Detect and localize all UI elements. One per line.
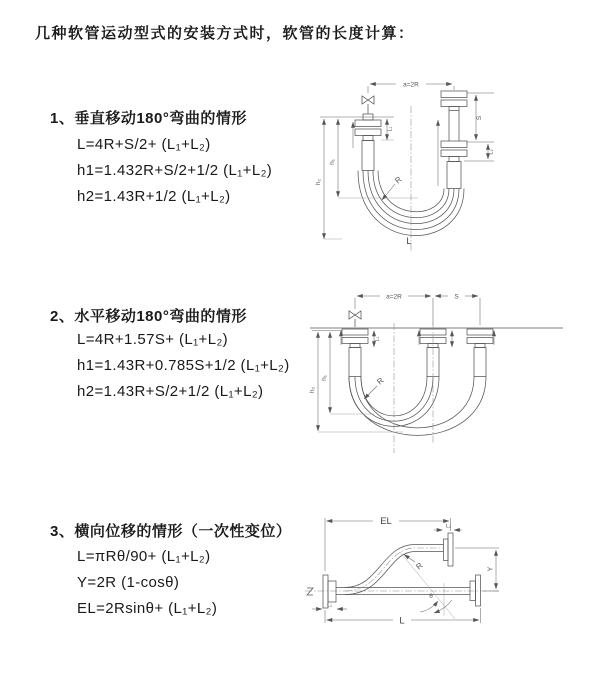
d3-right-flange [470,575,481,606]
d2-dimension-l1 [374,331,452,348]
section1-heading: 1、垂直移动180°弯曲的情形 [50,110,247,127]
d1-label-a2r: a=2R [403,81,419,89]
d2-label-r: R [375,375,386,387]
d1-radius-callout [382,175,404,200]
d3-dimension-y [455,548,499,591]
d1-left-pipe [355,114,381,171]
d2-valve-icon [349,311,361,327]
d2-left-pipe [342,329,368,377]
d3-label-l: L [399,615,405,627]
d1-label-h1: h₁ [329,159,336,165]
d2-right-hose-braid [474,348,486,377]
d1-dimension-l2 [464,144,495,161]
d2-u-bend-position2 [349,377,486,436]
d2-dim-extensions [355,298,480,325]
d2-dimension-a2r [357,294,431,301]
section2-formula-h2: h2=1.43R+S/2+1/2 (L₁+L₂) [77,383,264,400]
d1-right-pipe [441,91,467,189]
d3-radius-callout [404,555,425,572]
d2-right-pipe [467,329,493,377]
section1-formula-h2: h2=1.43R+1/2 (L₁+L₂) [77,188,231,205]
section3-formula-el: EL=2Rsinθ+ (L₁+L₂) [77,600,218,617]
d1-label-r: R [393,174,404,186]
diagram-horizontal-180-bend [308,283,598,463]
d3-dimension-el [325,516,451,571]
d1-left-hose-braid [362,141,374,171]
d1-label-l2: L₂ [488,149,495,155]
section2-formula-h1: h1=1.43R+0.785S+1/2 (L₁+L₂) [77,357,290,374]
d1-valve-icon [362,96,374,114]
d1-label-l: L [406,236,412,247]
d3-label-l1: L₁ [327,602,332,609]
d2-label-l1: L₁ [374,336,381,342]
d2-dimension-h1 [312,331,374,415]
d2-radius-callout [364,376,386,399]
section2-formula-l: L=4R+1.57S+ (L₁+L₂) [77,331,229,348]
d3-upper-flange [444,533,454,566]
diagram-lateral-displacement [303,505,600,650]
d3-dimension-l [325,608,481,627]
d1-label-l1: L₁ [387,126,394,132]
d3-break-mark [307,588,313,595]
section3-formula-l: L=πRθ/90+ (L₁+L₂) [77,548,211,565]
d1-right-hose-braid [447,162,461,189]
d2-label-h1: h₁ [321,375,328,381]
d3-label-theta: θ [429,593,433,600]
d2-label-a2r: a=2R [386,293,402,301]
d3-label-el: EL [380,516,392,527]
d1-dimension-s [467,93,494,142]
d1-label-s: S [476,115,483,121]
d2-dimension-s [435,294,478,301]
d2-label-s: S [454,293,459,301]
d3-dimension-l1 [312,603,347,610]
d1-label-h2: h₂ [315,178,322,186]
d2-left-hose-braid [349,348,361,377]
d3-dimension-l2 [434,524,462,531]
d2-dimension-h2 [309,332,403,432]
diagram-vertical-180-bend [312,70,594,262]
d3-label-y: Y [487,566,495,572]
d3-label-l2: L₂ [445,523,452,530]
page-title: 几种软管运动型式的安装方式时，软管的长度计算： [35,25,415,42]
d2-label-h2: h₂ [309,386,316,394]
section1-formula-l: L=4R+S/2+ (L₁+L₂) [77,136,211,153]
d3-angle-theta [400,552,455,619]
d3-label-r: R [414,560,425,572]
section2-heading: 2、水平移动180°弯曲的情形 [50,308,247,325]
section1-formula-h1: h1=1.432R+S/2+1/2 (L₁+L₂) [77,162,273,179]
d1-dimension-l1 [381,119,394,140]
section3-formula-y: Y=2R (1-cosθ) [77,574,180,591]
section3-heading: 3、横向位移的情形（一次性变位） [50,523,292,540]
